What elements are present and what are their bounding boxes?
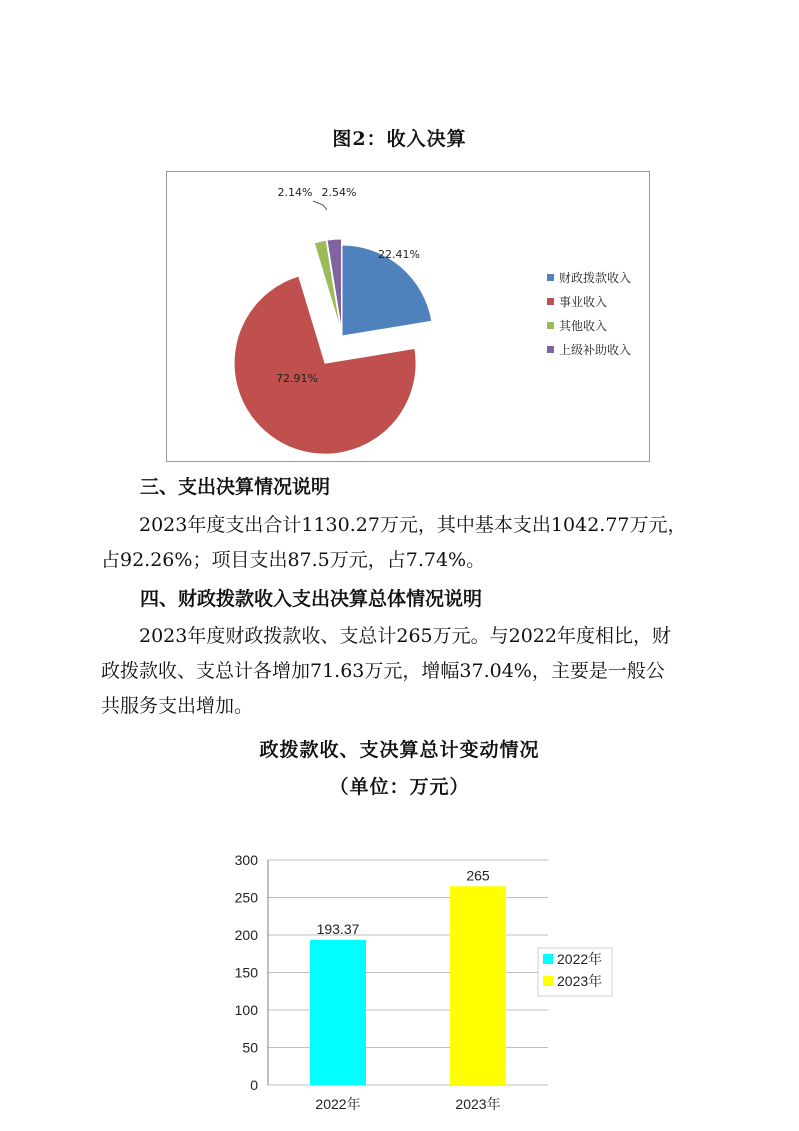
y-tick-label: 100: [234, 1002, 258, 1018]
income-pie-chart: [166, 171, 650, 462]
section-4-heading: 四、财政拨款收入支出决算总体情况说明: [140, 588, 483, 610]
bar-value-label: 265: [466, 867, 490, 884]
section-3-paragraph: [101, 508, 701, 578]
section-3-heading: 三、支出决算情况说明: [140, 476, 331, 498]
section-4-line-2: 政拨款收、支总计各增加71.63万元，增幅37.04%，主要是一般公: [101, 660, 665, 682]
bar-legend-label: 2022年: [557, 951, 603, 967]
bar: [450, 886, 506, 1085]
pie-data-label: 22.41%: [378, 248, 420, 261]
legend-label: 事业收入: [559, 295, 608, 309]
legend-label: 财政拨款收入: [559, 271, 632, 285]
bar: [310, 940, 366, 1085]
section-4-line-1: 2023年度财政拨款收、支总计265万元。与2022年度相比，财: [139, 625, 671, 647]
bar-value-label: 193.37: [316, 920, 360, 937]
x-category-label: 2023年: [455, 1096, 501, 1112]
y-tick-label: 0: [250, 1077, 258, 1093]
fiscal-bar-chart: [200, 845, 640, 1125]
section-3-line-1: 2023年度支出合计1130.27万元，其中基本支出1042.77万元，: [139, 514, 687, 536]
section-3-line-2: 占92.26%；项目支出87.5万元，占7.74%。: [101, 549, 486, 571]
legend-swatch: [547, 322, 554, 329]
legend-swatch: [547, 346, 554, 353]
pie-data-label: 2.14%: [277, 186, 313, 199]
pie-data-label: 2.54%: [321, 186, 357, 199]
bar-legend-swatch: [543, 976, 553, 986]
y-tick-label: 50: [242, 1039, 258, 1056]
x-category-label: 2022年: [315, 1096, 361, 1112]
legend-label: 其他收入: [559, 319, 608, 333]
y-tick-label: 150: [234, 964, 258, 981]
bar-legend-swatch: [543, 954, 553, 964]
bar-chart-unit: （单位：万元）: [329, 776, 470, 798]
legend-swatch: [547, 274, 554, 281]
legend-swatch: [547, 298, 554, 305]
bar-legend-label: 2023年: [557, 973, 603, 989]
y-tick-label: 300: [234, 852, 258, 868]
bar-chart-title: 政拨款收、支决算总计变动情况: [259, 739, 540, 761]
pie-svg: [167, 172, 651, 463]
y-tick-label: 250: [234, 889, 258, 906]
legend-label: 上级补助收入: [559, 343, 632, 357]
figure-2-title: 图2：收入决算: [332, 128, 467, 150]
section-4-paragraph: [101, 619, 701, 724]
section-4-line-3: 共服务支出增加。: [101, 695, 254, 717]
pie-leader-line: [313, 201, 327, 210]
pie-data-label: 72.91%: [276, 372, 318, 385]
y-tick-label: 200: [234, 927, 258, 943]
